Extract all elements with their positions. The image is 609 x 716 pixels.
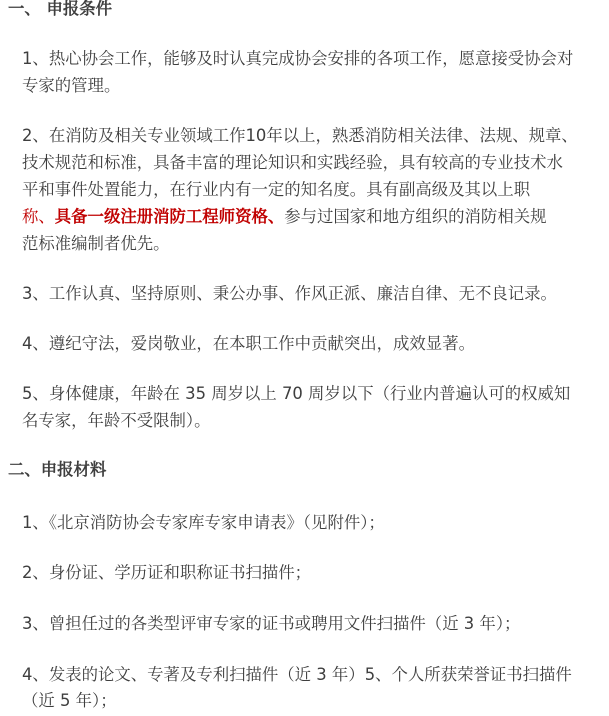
material-2-line-1: 2、身份证、学历证和职称证书扫描件； <box>22 563 312 582</box>
requirement-2-line-1: 2、在消防及相关专业领域工作10年以上，熟悉消防相关法律、法规、规章、 <box>22 126 578 145</box>
requirement-4-line-1: 4、遵纪守法，爱岗敬业，在本职工作中贡献突出，成效显著。 <box>22 334 475 353</box>
material-4-line-2: （近 5 年）； <box>22 691 117 710</box>
requirement-5-line-2: 名专家，年龄不受限制）。 <box>22 411 211 430</box>
requirement-2-line-5: 范标准编制者优先。 <box>22 234 170 253</box>
highlight-title: 称、 <box>22 207 55 226</box>
requirement-1-line-1: 1、热心协会工作，能够及时认真完成协会安排的各项工作，愿意接受协会对 <box>22 49 574 68</box>
section-heading-requirements: 一、 申报条件 <box>8 0 113 18</box>
material-3-line-1: 3、曾担任过的各类型评审专家的证书或聘用文件扫描件（近 3 年）； <box>22 614 521 633</box>
section-heading-materials: 二、申报材料 <box>8 460 107 479</box>
material-4-line-1: 4、发表的论文、专著及专利扫描件（近 3 年）5、个人所获荣誉证书扫描件 <box>22 665 572 684</box>
material-1-line-1: 1、《北京消防协会专家库专家申请表》（见附件）； <box>22 513 385 532</box>
requirement-3-line-1: 3、工作认真、坚持原则、秉公办事、作风正派、廉洁自律、无不良记录。 <box>22 284 557 303</box>
requirement-5-line-1: 5、身体健康，年龄在 35 周岁以上 70 周岁以下（行业内普遍认可的权威知 <box>22 384 571 403</box>
requirement-2-line-3: 平和事件处置能力，在行业内有一定的知名度。具有副高级及其以上职 <box>22 180 531 199</box>
requirement-2-line-2: 技术规范和标准，具备丰富的理论知识和实践经验，具有较高的专业技术水 <box>22 153 563 172</box>
requirement-1-line-2: 专家的管理。 <box>22 76 121 95</box>
requirement-2-line-4 <box>22 206 601 228</box>
requirement-2-line-4-rest: 参与过国家和地方组织的消防相关规 <box>284 207 547 226</box>
highlight-fire-engineer-qualification: 具备一级注册消防工程师资格、 <box>54 207 285 226</box>
